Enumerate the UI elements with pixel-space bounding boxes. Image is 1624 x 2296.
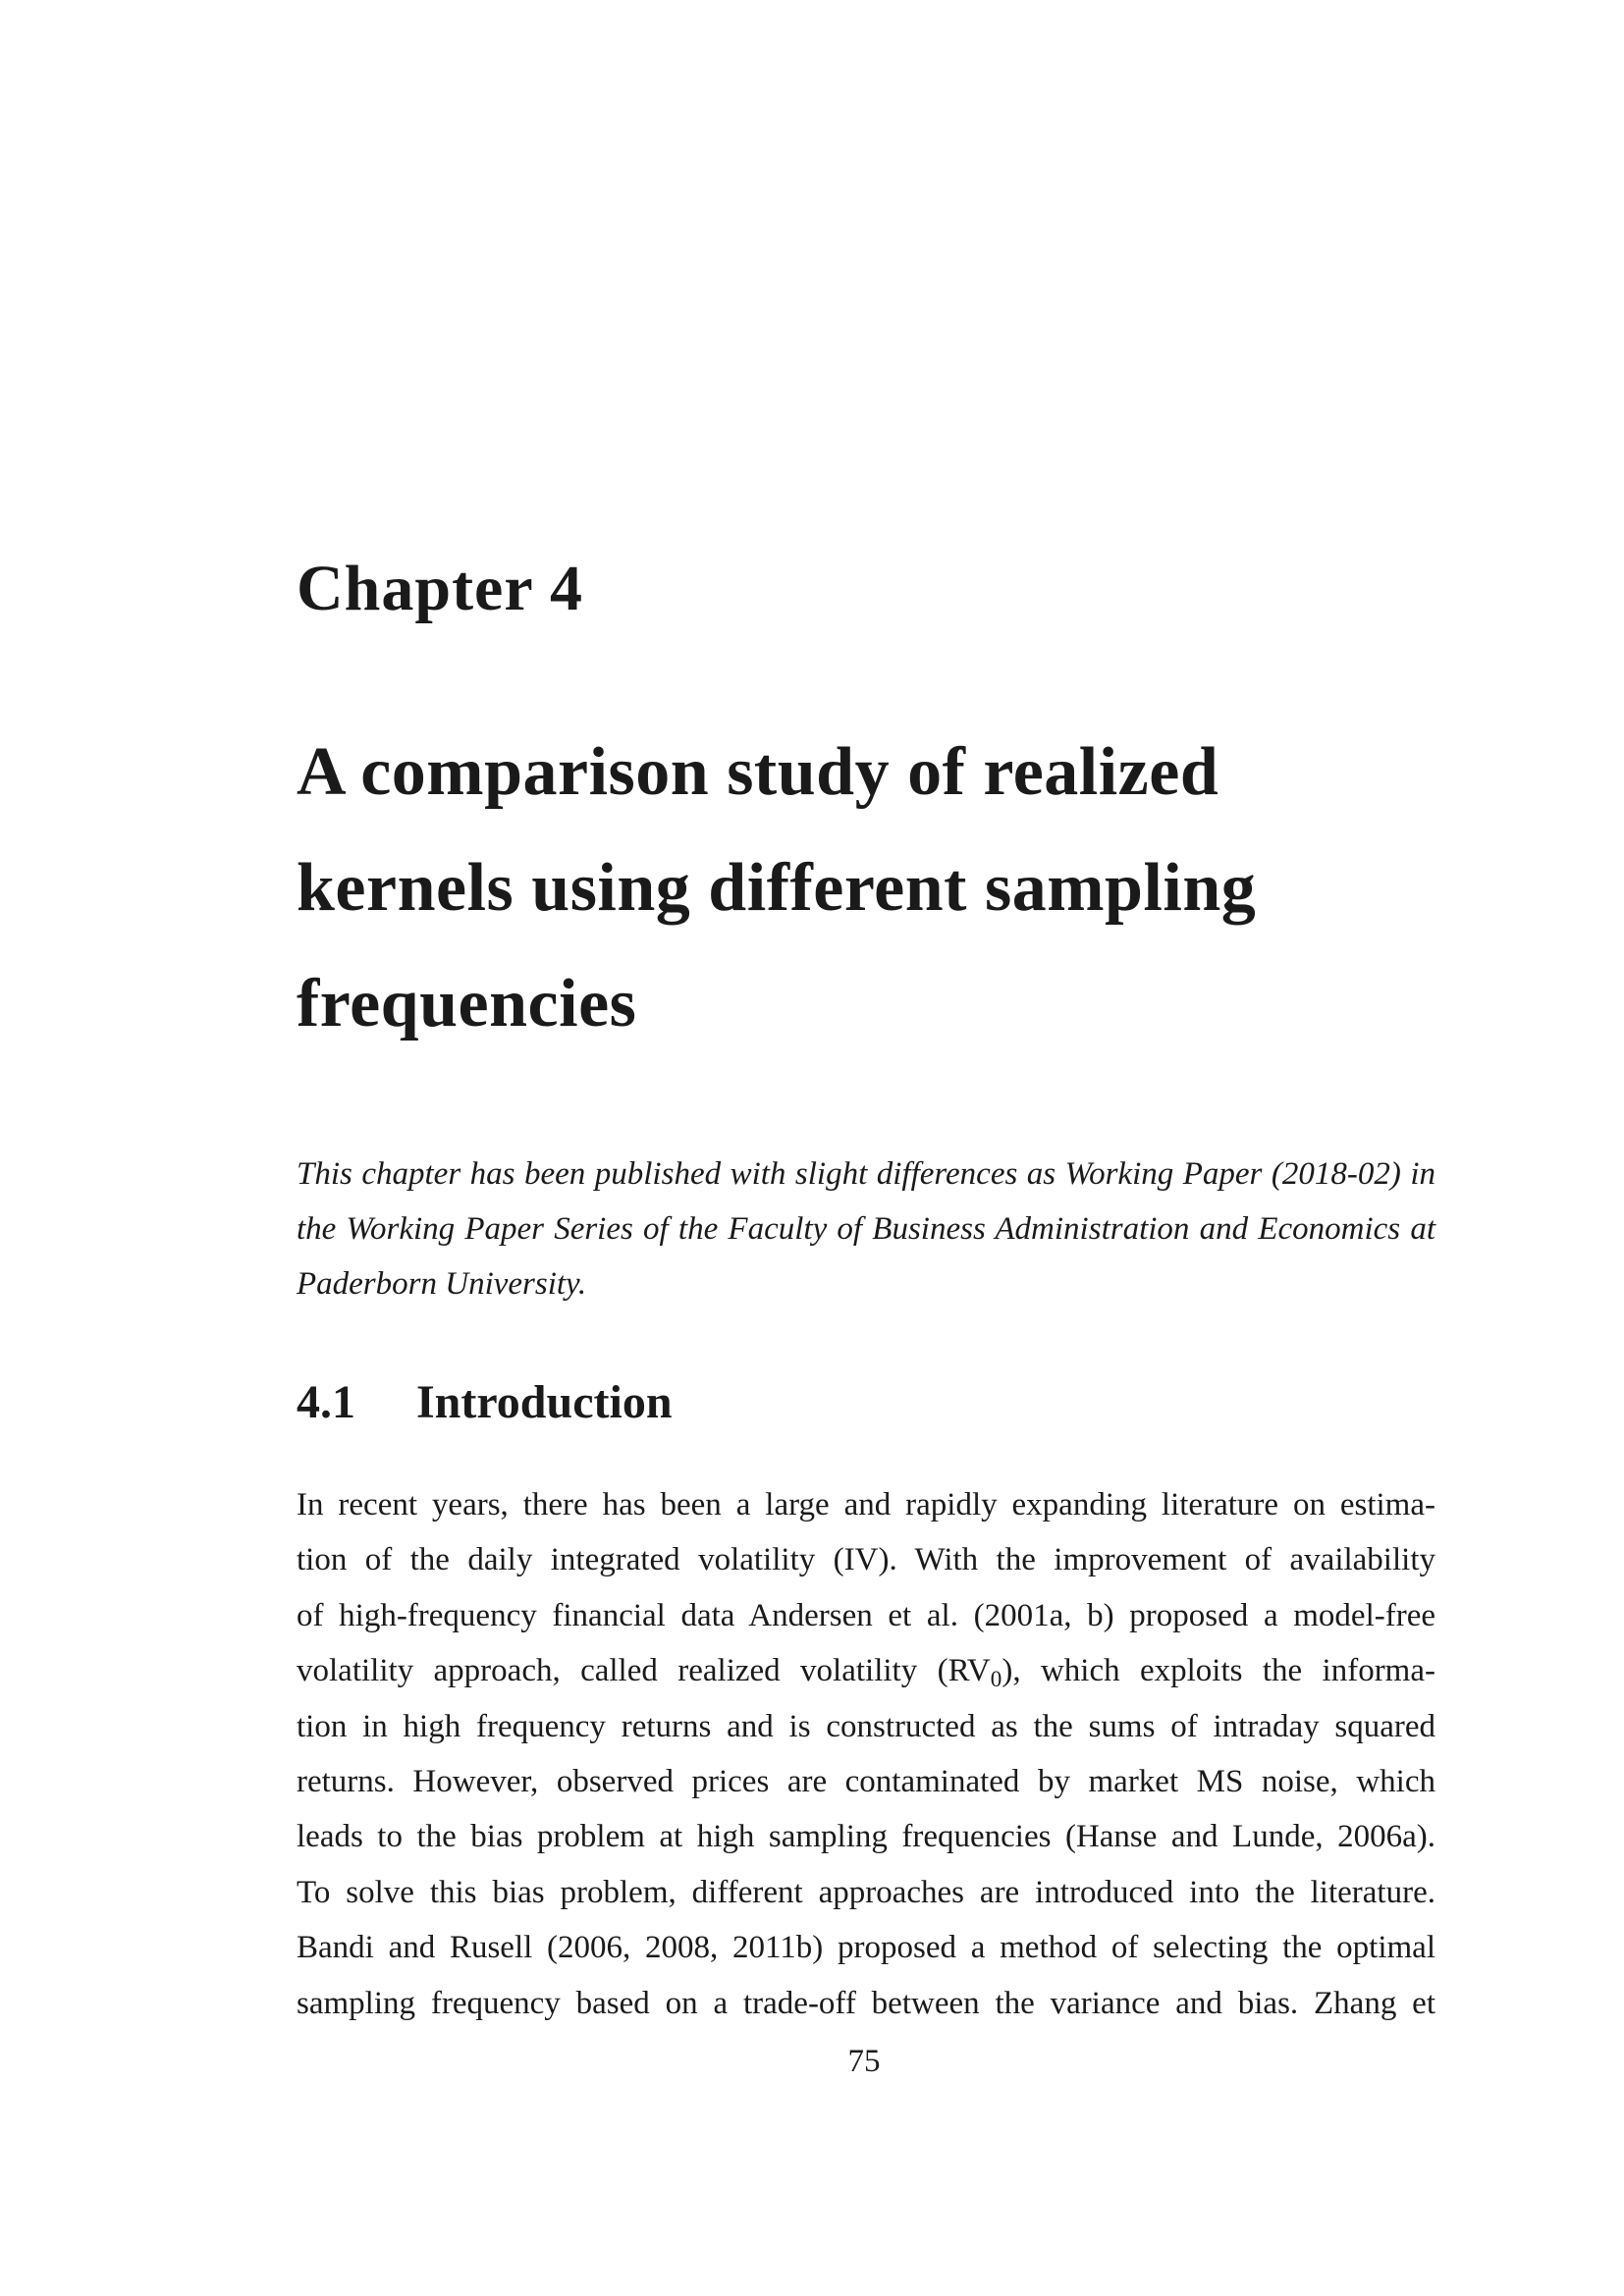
body-line: of high-frequency financial data Andersen et al. (2001a, b) proposed a model-free [297,1597,1435,1633]
section-heading [297,1374,673,1431]
publication-note: This chapter has been published with slight differences as Working Paper (2018-02) in the Working Paper Series of the Faculty of Business Administration and Economics at Paderborn University. [297,1156,1435,1302]
section-number: 4.1 [297,1376,355,1428]
body-line: returns. However, observed prices are contaminated by market MS noise, which [297,1764,1435,1800]
body-line [297,1643,1435,1698]
body-line: sampling frequency based on a trade-off between the variance and bias. Zhang et [297,1985,1435,2021]
subscript: 0 [990,1665,1002,1691]
body-line: tion of the daily integrated volatility (IV). With the improvement of availability [297,1542,1435,1578]
chapter-title [297,715,1475,1062]
body-line: leads to the bias problem at high sampling frequencies (Hanse and Lunde, 2006a). [297,1819,1435,1855]
chapter-title-line: frequencies [297,966,637,1041]
body-line: Bandi and Rusell (2006, 2008, 2011b) proposed a method of selecting the optimal [297,1930,1435,1966]
page-number: 75 [847,2044,881,2079]
body-line: In recent years, there has been a large and rapidly expanding literature on estima- [297,1487,1435,1522]
body-line-text: volatility approach, called realized volatility (RV [297,1653,991,1689]
body-line-text: ), which exploits the informa- [1001,1653,1435,1689]
chapter-title-line: A comparison study of realized [297,734,1219,810]
section-title: Introduction [416,1376,673,1428]
body-line: To solve this bias problem, different approaches are introduced into the literature. [297,1874,1435,1910]
body-line: tion in high frequency returns and is constructed as the sums of intraday squared [297,1708,1435,1744]
body-paragraph [297,1477,1435,2031]
chapter-title-line: kernels using different sampling [297,850,1257,926]
chapter-label: Chapter 4 [297,553,583,624]
